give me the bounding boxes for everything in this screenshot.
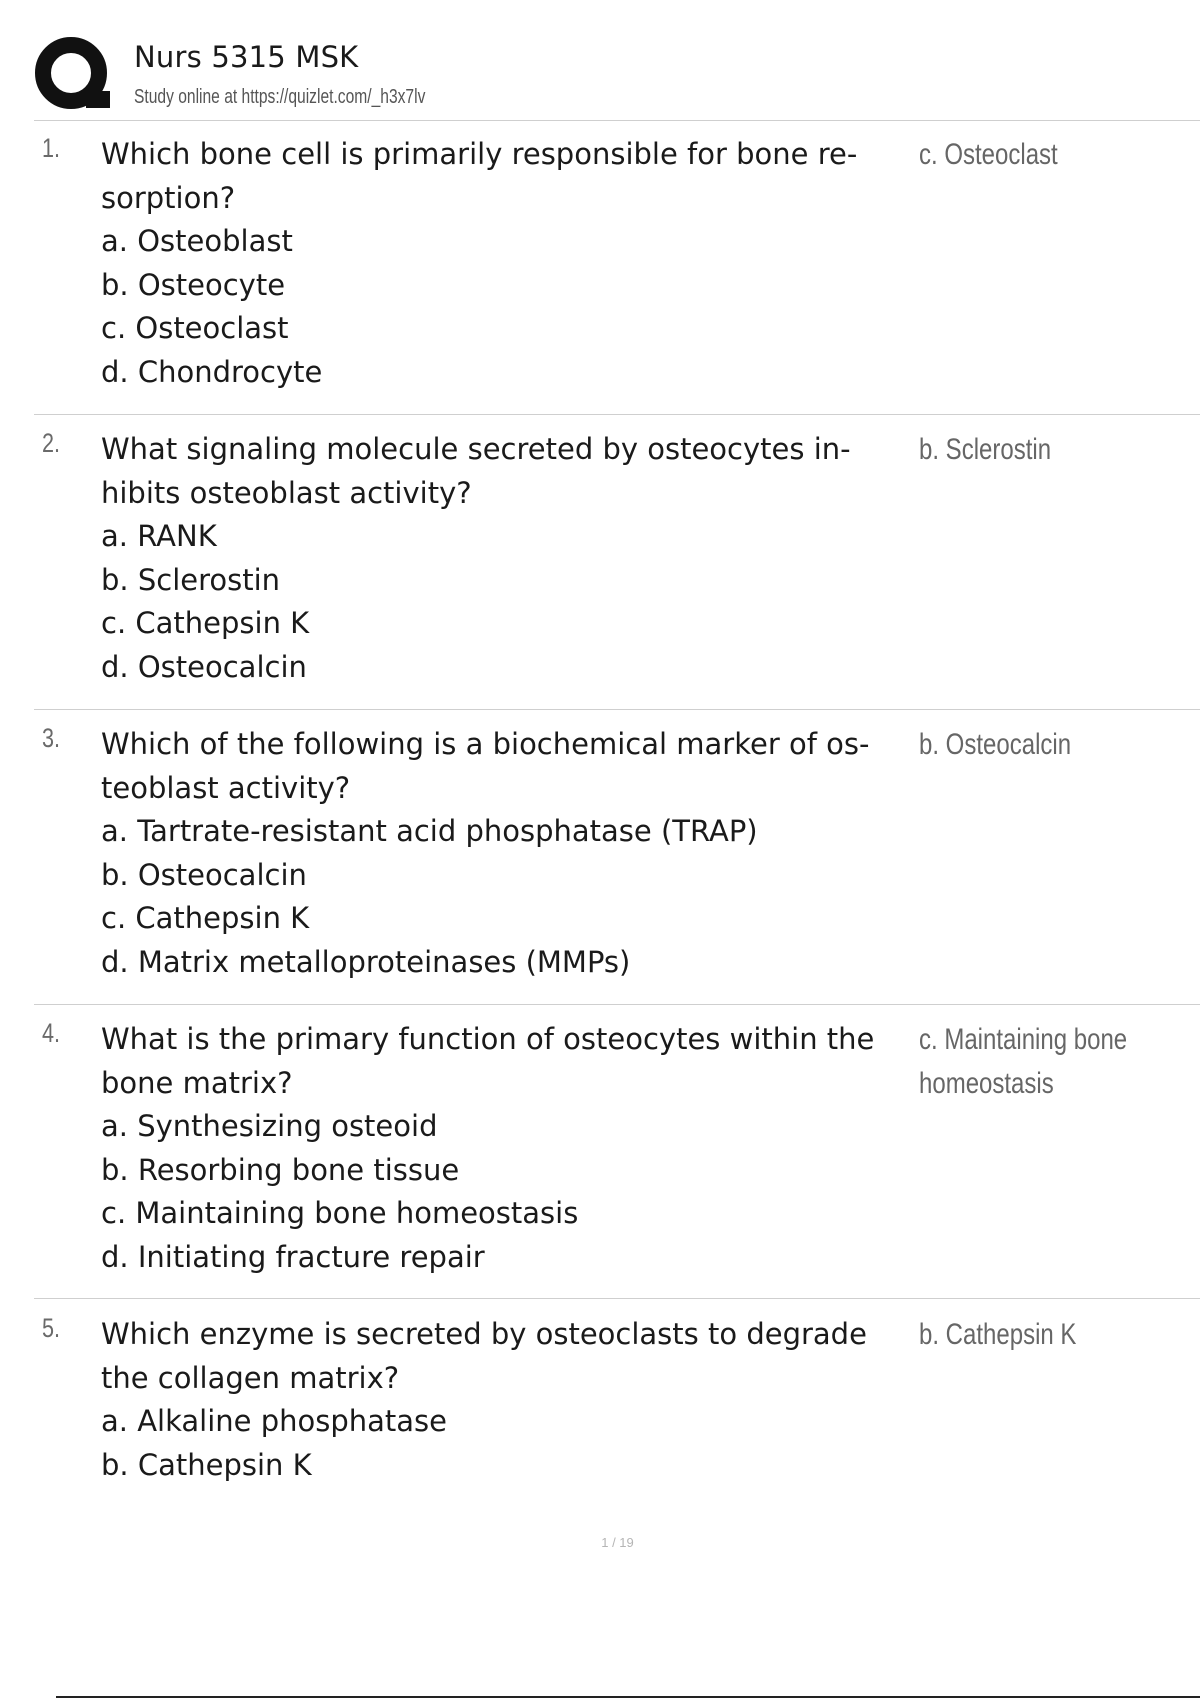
card-number: 5.	[42, 1313, 61, 1343]
card-number: 4.	[42, 1018, 61, 1048]
option-c: c. Cathepsin K	[101, 606, 310, 640]
question-text	[101, 1313, 941, 1487]
card-divider	[34, 1298, 1200, 1299]
answer-text	[919, 723, 1111, 767]
answer-line: c. Osteoclast	[919, 138, 1058, 171]
option-c: c. Cathepsin K	[101, 901, 310, 935]
page-bottom-edge	[56, 1696, 1200, 1698]
answer-line: b. Sclerostin	[919, 433, 1052, 466]
option-d: d. Matrix metalloproteinases (MMPs)	[101, 944, 631, 979]
answer-text	[919, 1313, 1111, 1357]
card-number: 2.	[42, 428, 61, 458]
answer-line: b. Osteocalcin	[919, 728, 1072, 761]
option-a: a. Tartrate-resistant acid phosphatase (TRAP)	[101, 814, 758, 848]
option-c: c. Maintaining bone homeostasis	[101, 1196, 579, 1230]
header-divider	[34, 120, 1200, 121]
option-b: b. Osteocalcin	[101, 857, 307, 892]
page-number: 1 / 19	[601, 1535, 634, 1550]
option-d: d. Osteocalcin	[101, 649, 307, 684]
option-a: a. Alkaline phosphatase	[101, 1404, 448, 1438]
answer-line: c. Maintaining bone	[919, 1023, 1128, 1056]
question-text	[101, 133, 941, 394]
answer-text	[919, 428, 1111, 472]
answer-text	[919, 1018, 1128, 1105]
question-line: teoblast activity?	[101, 770, 351, 805]
question-text	[101, 723, 941, 984]
option-d: d. Initiating fracture repair	[101, 1239, 485, 1274]
question-line: bone matrix?	[101, 1065, 293, 1100]
question-line: hibits osteoblast activity?	[101, 475, 472, 510]
study-link[interactable]: Study online at https://quizlet.com/_h3x7lv	[134, 86, 426, 108]
question-line: Which of the following is a biochemical marker of os-	[101, 727, 870, 761]
answer-line: b. Cathepsin K	[919, 1318, 1077, 1351]
option-d: d. Chondrocyte	[101, 354, 323, 389]
option-a: a. Synthesizing osteoid	[101, 1109, 438, 1143]
option-a: a. Osteoblast	[101, 224, 293, 258]
question-line: sorption?	[101, 180, 236, 215]
quizlet-q-logo-icon	[34, 36, 114, 116]
question-line: Which bone cell is primarily responsible for bone re-	[101, 137, 858, 171]
option-b: b. Cathepsin K	[101, 1447, 312, 1482]
question-line: What signaling molecule secreted by osteocytes in-	[101, 432, 851, 466]
question-line: What is the primary function of osteocytes within the	[101, 1022, 875, 1056]
answer-text	[919, 133, 1111, 177]
card-number: 1.	[42, 133, 61, 163]
option-b: b. Resorbing bone tissue	[101, 1152, 460, 1187]
question-text	[101, 1018, 941, 1279]
option-b: b. Osteocyte	[101, 267, 286, 302]
option-a: a. RANK	[101, 519, 217, 553]
question-line: the collagen matrix?	[101, 1360, 400, 1395]
card-divider	[34, 709, 1200, 710]
question-line: Which enzyme is secreted by osteoclasts to degrade	[101, 1317, 867, 1351]
card-number: 3.	[42, 723, 61, 753]
document-header	[34, 34, 1200, 120]
question-text	[101, 428, 941, 689]
option-c: c. Osteoclast	[101, 311, 289, 345]
set-title: Nurs 5315 MSK	[134, 40, 359, 74]
answer-line: homeostasis	[919, 1066, 1054, 1100]
card-divider	[34, 1004, 1200, 1005]
card-divider	[34, 414, 1200, 415]
option-b: b. Sclerostin	[101, 562, 281, 597]
